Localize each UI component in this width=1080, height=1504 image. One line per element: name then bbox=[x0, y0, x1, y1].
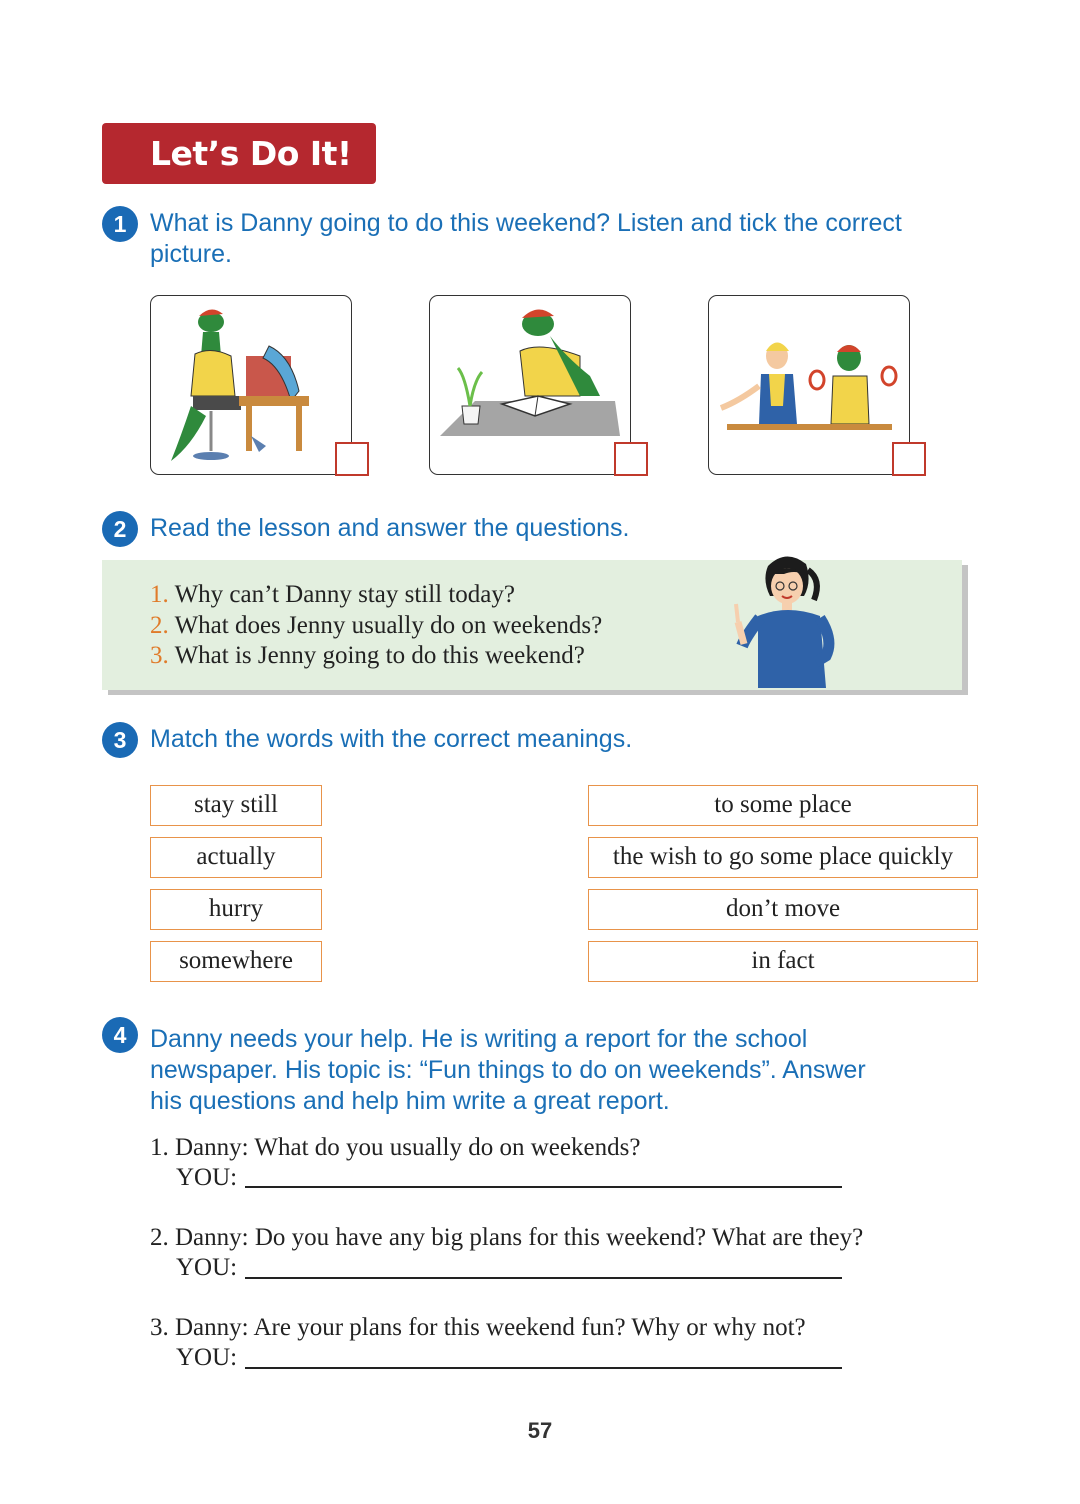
meaning-box[interactable]: in fact bbox=[588, 941, 978, 982]
exercise-number-4: 4 bbox=[102, 1017, 138, 1053]
word-box[interactable]: hurry bbox=[150, 889, 322, 930]
exercise-1-instruction: What is Danny going to do this weekend? Listen and tick the correct picture. bbox=[150, 209, 902, 268]
question-item: 1. Why can’t Danny stay still today? bbox=[150, 581, 515, 608]
report-question-3: 3. Danny: Are your plans for this weekend fun? Why or why not? YOU: bbox=[150, 1314, 806, 1371]
answer-line-3[interactable] bbox=[245, 1367, 842, 1369]
tick-box-2[interactable] bbox=[614, 442, 648, 476]
word-box[interactable]: actually bbox=[150, 837, 322, 878]
question-item: 3. What is Jenny going to do this weekend? bbox=[150, 642, 585, 669]
tick-box-3[interactable] bbox=[892, 442, 926, 476]
tick-box-1[interactable] bbox=[335, 442, 369, 476]
exercise-number-1: 1 bbox=[102, 206, 138, 242]
teacher-illustration bbox=[730, 552, 840, 690]
page-number: 57 bbox=[527, 1418, 553, 1443]
question-item: 2. What does Jenny usually do on weekends? bbox=[150, 611, 603, 639]
report-question-1: 1. Danny: What do you usually do on weekends? YOU: bbox=[150, 1134, 641, 1191]
section-banner: Let’s Do It! bbox=[102, 123, 376, 184]
exercise-number-2: 2 bbox=[102, 511, 138, 547]
answer-line-2[interactable] bbox=[245, 1277, 842, 1279]
picture-friends bbox=[708, 295, 910, 475]
exercise-4-instruction: Danny needs your help. He is writing a report for the school newspaper. His topic is: “Fun things to do on weekends”. Answer his questions and help him write a great report. bbox=[150, 1025, 866, 1115]
picture-reading bbox=[429, 295, 631, 475]
meaning-box[interactable]: the wish to go some place quickly bbox=[588, 837, 978, 878]
exercise-3-instruction: Match the words with the correct meanings. bbox=[150, 725, 633, 753]
meaning-box[interactable]: don’t move bbox=[588, 889, 978, 930]
exercise-number-3: 3 bbox=[102, 722, 138, 758]
report-question-2: 2. Danny: Do you have any big plans for this weekend? What are they? YOU: bbox=[150, 1224, 864, 1281]
meaning-box[interactable]: to some place bbox=[588, 785, 978, 826]
question-list bbox=[150, 580, 602, 672]
word-box[interactable]: stay still bbox=[150, 785, 322, 826]
exercise-2-instruction: Read the lesson and answer the questions. bbox=[150, 514, 630, 542]
word-box[interactable]: somewhere bbox=[150, 941, 322, 982]
picture-typing bbox=[150, 295, 352, 475]
answer-line-1[interactable] bbox=[245, 1186, 842, 1188]
